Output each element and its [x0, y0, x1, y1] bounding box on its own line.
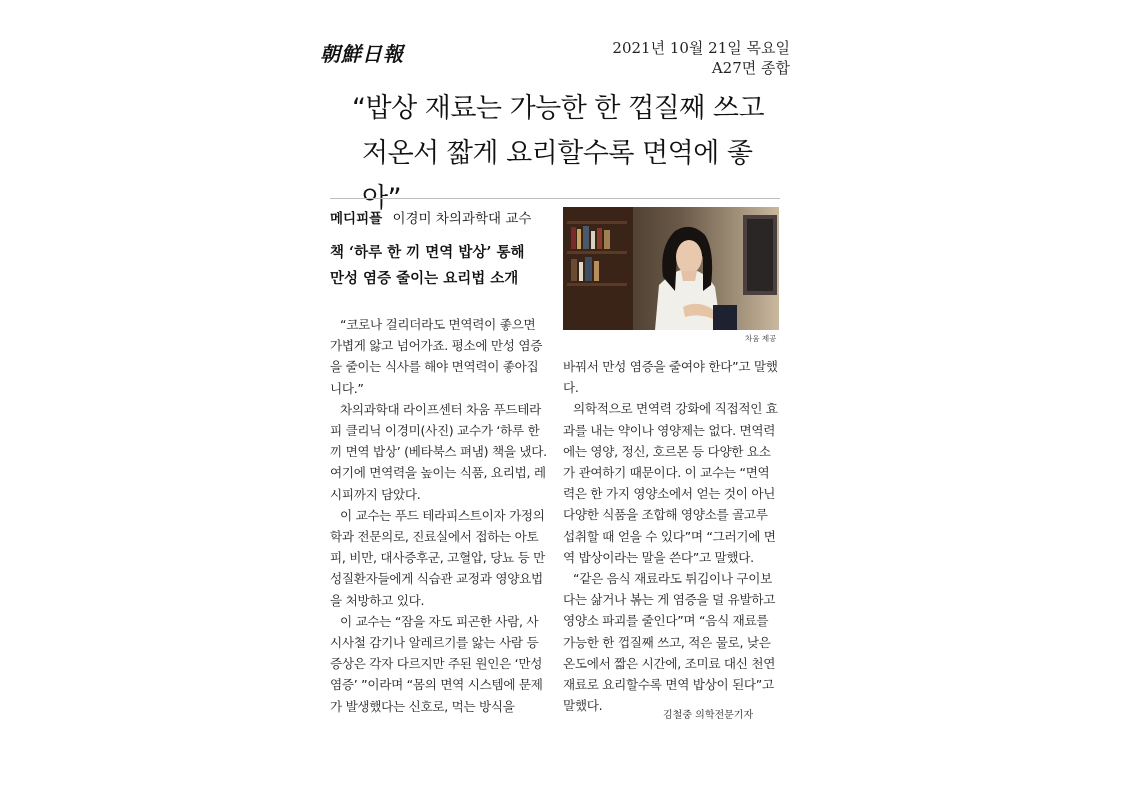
- portrait-photo-illustration: [563, 207, 779, 330]
- paragraph: “코로나 걸리더라도 면역력이 좋으면 가볍게 앓고 넘어가죠. 평소에 만성 염증을 줄이는 식사를 해야 면역력이 좋아집니다.”: [330, 317, 543, 396]
- publication-date: 2021년 10월 21일 목요일: [612, 39, 790, 57]
- article-subhead: [330, 240, 550, 292]
- section-label: [330, 207, 531, 227]
- article-body-column-2: [563, 356, 779, 716]
- headline-line-2: 저온서 짧게 요리할수록 면역에 좋아”: [362, 138, 753, 214]
- paragraph: 이 교수는 “잠을 자도 피곤한 사람, 사시사철 감기나 알레르기를 앓는 사람 등 증상은 각자 다르지만 주된 원인은 ‘만성 염증’ ”이라며 “몸의 면역 시스템에 문제가 발생했다는 신호로, 먹는 방식을: [330, 613, 543, 714]
- subhead-line-1: 책 ‘하루 한 끼 면역 밥상’ 통해: [330, 244, 525, 261]
- paragraph: 차의과학대 라이프센터 차움 푸드테라피 클리닉 이경미(사진) 교수가 ‘하루 한 끼 면역 밥상’ (베타북스 펴냄) 책을 냈다. 여기에 면역력을 높이는 식품, 요리법, 레시피까지 담았다.: [330, 401, 547, 502]
- page-number: A27면 종합: [711, 59, 790, 77]
- paragraph: “같은 음식 재료라도 튀김이나 구이보다는 삶거나 볶는 게 염증을 덜 유발하고 영양소 파괴를 줄인다”며 “음식 재료를 가능한 한 껍질째 쓰고, 적은 물로, 낮은 온도에서 짧은 시간에, 조미료 대신 천연 재료로 요리할수록 면역 밥상이 된다”고 말했다.: [563, 571, 776, 714]
- paragraph: 바꿔서 만성 염증을 줄여야 한다”고 말했다.: [563, 359, 778, 396]
- section-tag: 메디피플: [330, 211, 383, 227]
- subhead-line-2: 만성 염증 줄이는 요리법 소개: [330, 270, 519, 287]
- interviewee-name: 이경미 차의과학대 교수: [392, 211, 532, 227]
- paragraph: 의학적으로 면역력 강화에 직접적인 효과를 내는 약이나 영양제는 없다. 면역력에는 영양, 정신, 호르몬 등 다양한 요소가 관여하기 때문이다. 이 교수는 “면역력은 한 가지 영양소에서 얻는 것이 아닌 다양한 식품을 조합해 영양소를 골고루 섭취할 때 얻을 수 있다”며 “그러기에 면역 밥상이라는 말을 쓴다”고 말했다.: [563, 401, 778, 565]
- article-headline: [330, 86, 790, 221]
- portrait-photo: [563, 207, 779, 330]
- author-byline: 김철중 의학전문기자: [663, 710, 754, 721]
- dateline: [612, 38, 790, 78]
- article-body-column-1: [330, 314, 548, 717]
- section-divider: [330, 198, 780, 199]
- newspaper-masthead: 朝鮮日報: [320, 42, 404, 66]
- paragraph: 이 교수는 푸드 테라피스트이자 가정의학과 전문의로, 진료실에서 접하는 아토피, 비만, 대사증후군, 고혈압, 당뇨 등 만성질환자들에게 식습관 교정과 영양요법을 처방하고 있다.: [330, 507, 546, 608]
- headline-line-1: “밥상 재료는 가능한 한 껍질째 쓰고: [352, 93, 765, 124]
- photo-caption: 차움 제공: [745, 334, 777, 343]
